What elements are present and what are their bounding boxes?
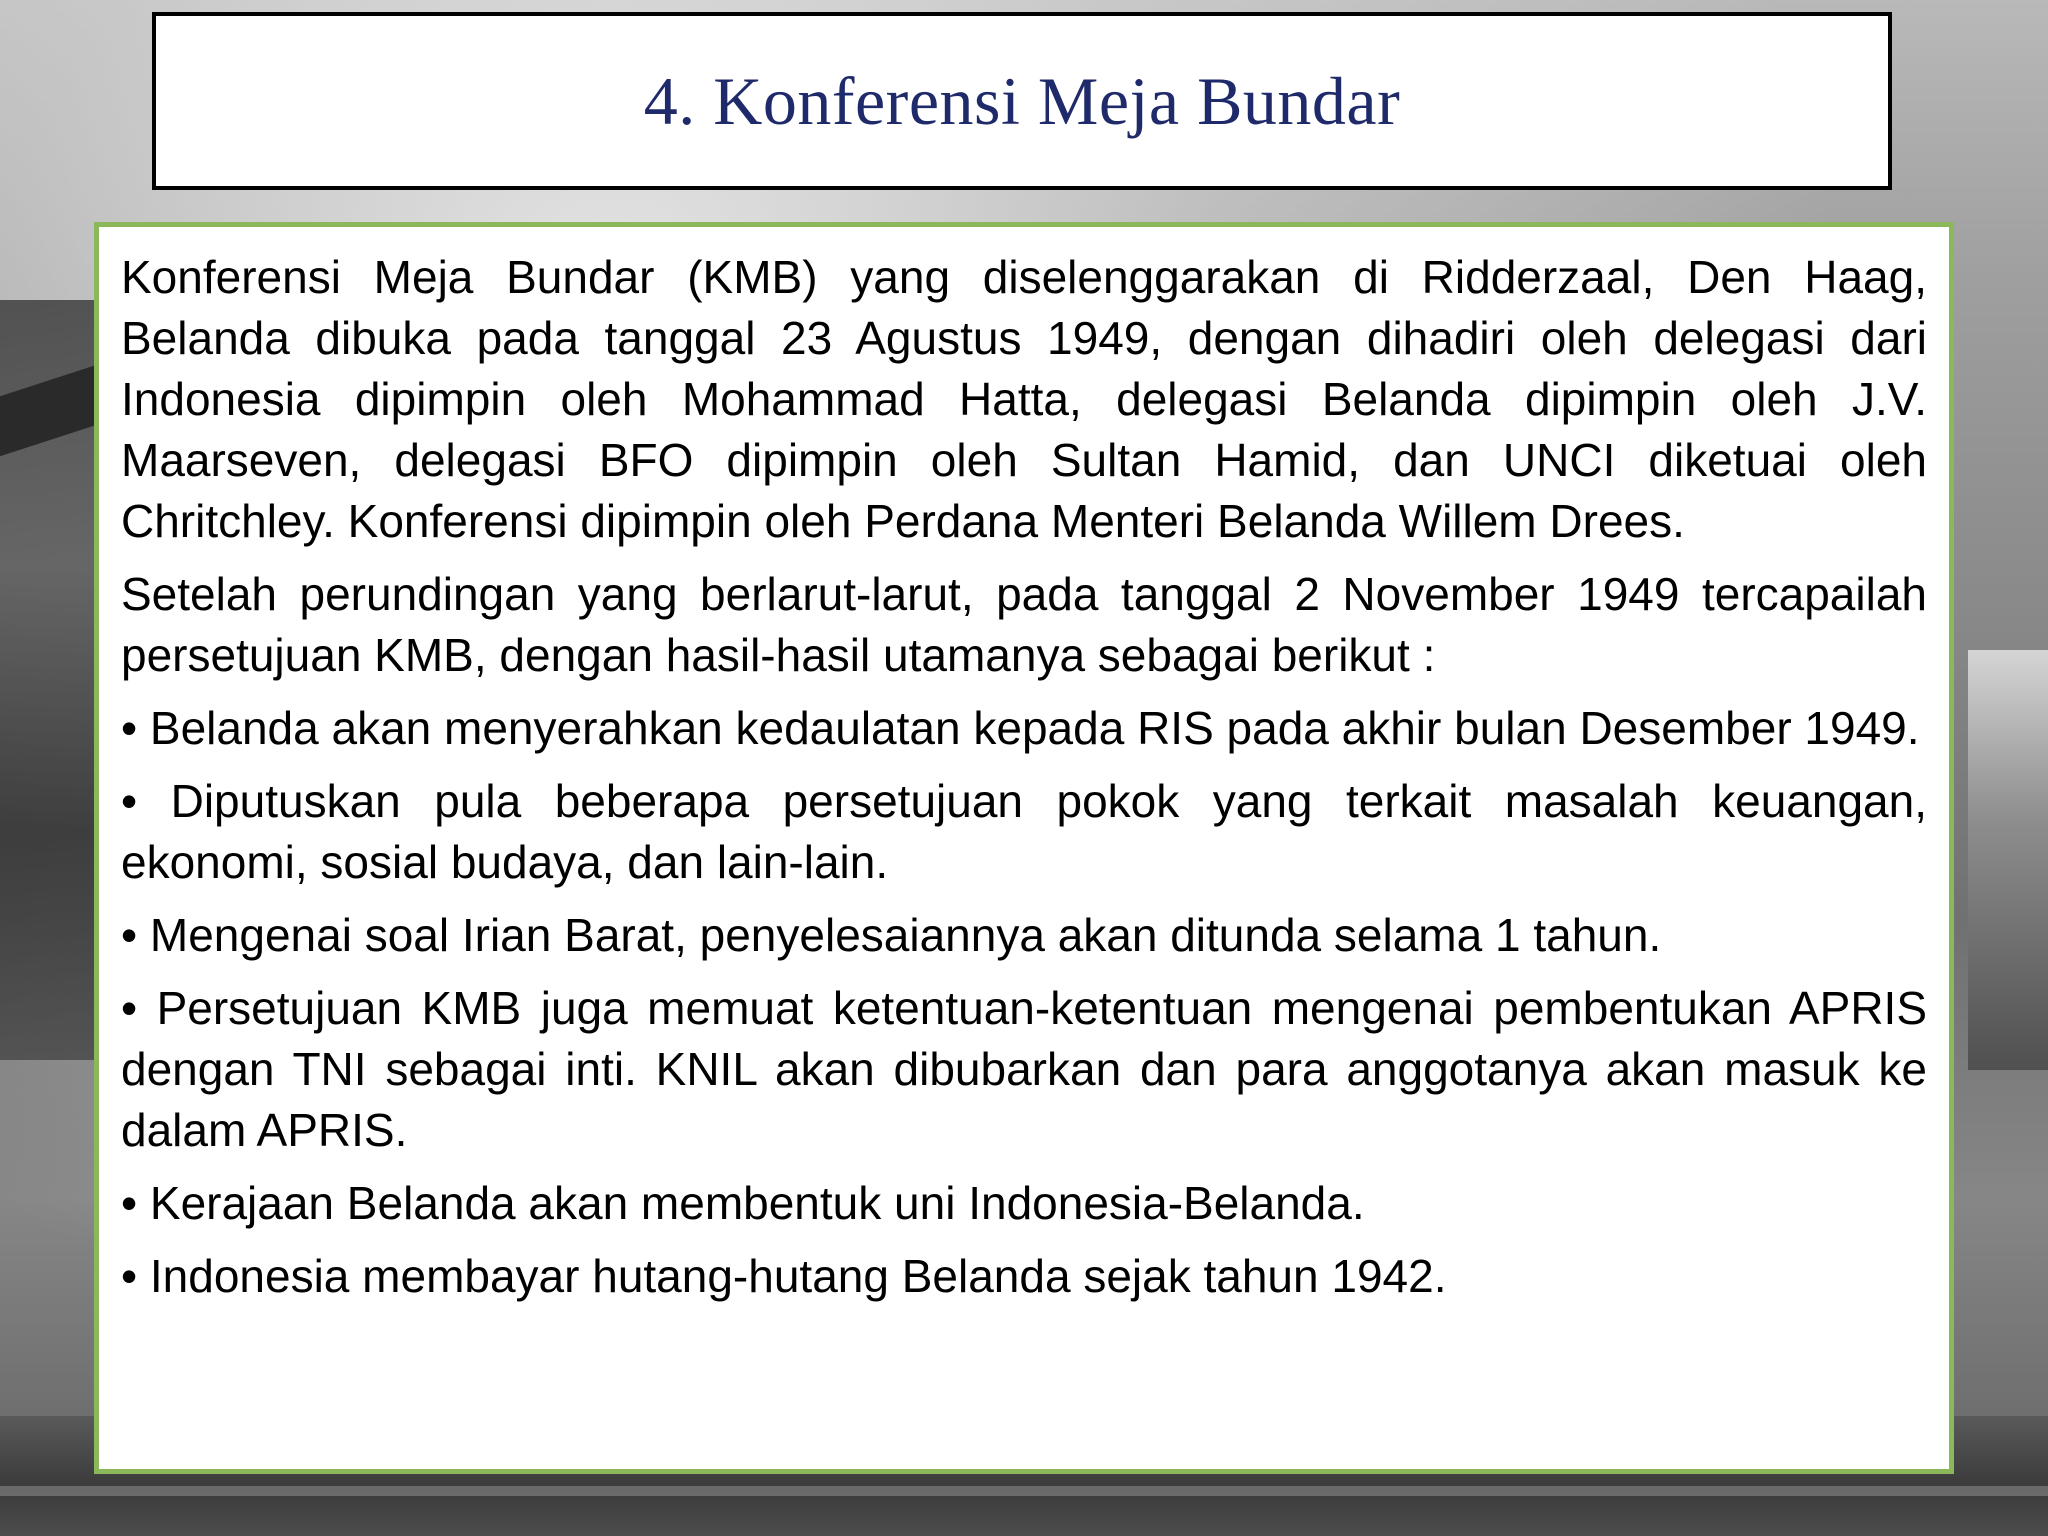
background-building-right [1968,650,2048,1070]
bullet-item: • Belanda akan menyerahkan kedaulatan kepada RIS pada akhir bulan Desember 1949. [121,702,1920,754]
bullet-item: • Mengenai soal Irian Barat, penyelesaiannya akan ditunda selama 1 tahun. [121,909,1662,961]
bullet-item: • Kerajaan Belanda akan membentuk uni Indonesia-Belanda. [121,1177,1365,1229]
background-ground-stripe [0,1486,2048,1496]
agreement-paragraph: Setelah perundingan yang berlarut-larut, pada tanggal 2 November 1949 tercapailah persetujuan KMB, dengan hasil-hasil utamanya sebagai berikut : [121,568,1927,681]
content-box [94,222,1954,1474]
bullet-item: • Persetujuan KMB juga memuat ketentuan-ketentuan mengenai pembentukan APRIS dengan TNI sebagai inti. KNIL akan dibubarkan dan para anggotanya akan masuk ke dalam APRIS. [121,982,1927,1156]
slide-title: 4. Konferensi Meja Bundar [643,62,1401,139]
title-box [152,12,1892,190]
intro-paragraph: Konferensi Meja Bundar (KMB) yang diselenggarakan di Ridderzaal, Den Haag, Belanda dibuka pada tanggal 23 Agustus 1949, dengan dihadiri oleh delegasi dari Indonesia dipimpin oleh Mohammad Hatta, delegasi Belanda dipimpin oleh J.V. Maarseven, delegasi BFO dipimpin oleh Sultan Hamid, dan UNCI diketuai oleh Chritchley. Konferensi dipimpin oleh Perdana Menteri Belanda Willem Drees. [121,251,1927,547]
bullet-item: • Diputuskan pula beberapa persetujuan pokok yang terkait masalah keuangan, ekonomi, sosial budaya, dan lain-lain. [121,775,1927,888]
bullet-item: • Indonesia membayar hutang-hutang Belanda sejak tahun 1942. [121,1250,1447,1302]
